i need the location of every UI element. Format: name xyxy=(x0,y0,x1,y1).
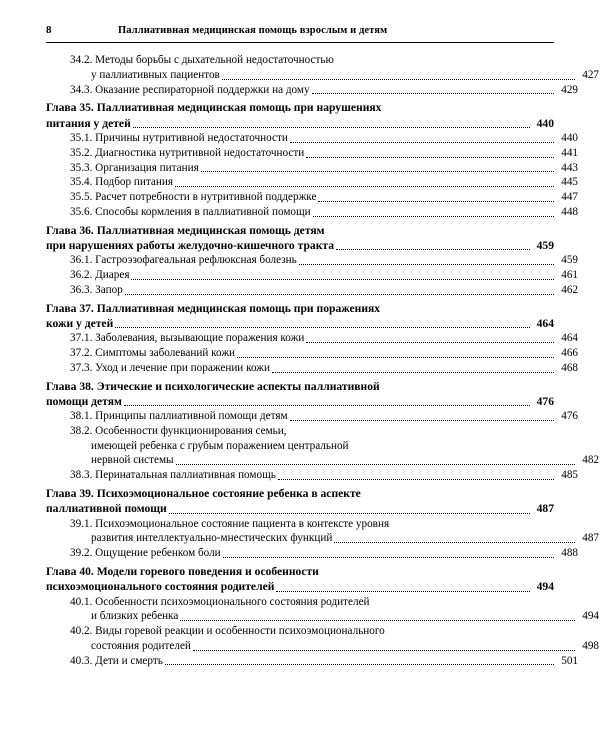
toc-entry-page-number: 459 xyxy=(561,254,578,267)
toc-section-entry[interactable] xyxy=(70,331,578,346)
toc-leader-dots xyxy=(313,215,554,217)
toc-entry-page-number: 427 xyxy=(582,68,599,81)
toc-chapter-entry[interactable] xyxy=(46,579,554,594)
toc-leader-dots xyxy=(372,605,554,606)
toc-chapter-entry[interactable] xyxy=(46,501,554,516)
toc-leader-dots xyxy=(306,156,554,158)
toc-leader-dots xyxy=(175,185,554,187)
toc-entry-label: 37.2. Симптомы заболеваний кожи xyxy=(70,346,236,359)
toc-entry-label: 36.2. Диарея xyxy=(70,269,130,281)
toc-leader-dots xyxy=(193,649,575,651)
toc-section-entry[interactable] xyxy=(70,409,578,424)
toc-entry-page-number: 487 xyxy=(536,502,554,516)
toc-leader-dots xyxy=(387,635,554,636)
toc-leader-dots xyxy=(278,478,554,480)
toc-leader-dots xyxy=(351,449,575,450)
toc-entry-page-number: 440 xyxy=(536,116,554,130)
toc-entry-page-number: 459 xyxy=(536,238,554,252)
toc-leader-dots xyxy=(382,390,530,391)
toc-leader-dots xyxy=(336,64,554,65)
toc-chapter-entry[interactable] xyxy=(46,394,554,409)
toc-leader-dots xyxy=(318,200,554,202)
toc-entry-page-number: 482 xyxy=(582,454,599,467)
toc-section-entry[interactable] xyxy=(70,546,578,561)
toc-chapter-entry[interactable] xyxy=(46,223,554,238)
toc-leader-dots xyxy=(312,92,554,94)
toc-entry-label: 40.2. Виды горевой реакции и особенности психоэмоционального xyxy=(70,625,385,638)
toc-chapter-entry[interactable] xyxy=(46,486,554,501)
toc-entry-label: 40.3. Дети и смерть xyxy=(70,654,163,667)
toc-chapter-entry[interactable] xyxy=(46,238,554,253)
toc-chapter-entry[interactable] xyxy=(46,100,554,115)
toc-entry-page-number: 476 xyxy=(561,410,578,423)
toc-entry-label: 40.1. Особенности психоэмоционального состояния родителей xyxy=(70,595,370,608)
toc-section-entry[interactable] xyxy=(70,161,578,176)
toc-entry-page-number: 494 xyxy=(536,580,554,594)
toc-entry-label: психоэмоционального состояния родителей xyxy=(46,580,275,594)
toc-entry-label: развития интеллектуально-мнестических функций xyxy=(91,532,333,545)
toc-leader-dots xyxy=(391,527,554,528)
toc-entry-label: Глава 39. Психоэмоциональное состояние ребенка в аспекте xyxy=(46,487,361,500)
toc-chapter-entry[interactable] xyxy=(46,301,554,316)
toc-entry-label: 36.1. Гастроэзофагеальная рефлюксная болезнь xyxy=(70,254,297,267)
toc-section-entry[interactable] xyxy=(91,639,599,654)
toc-section-entry[interactable] xyxy=(70,253,578,268)
toc-leader-dots xyxy=(223,556,554,558)
toc-section-entry[interactable] xyxy=(70,283,578,298)
toc-entry-label: и близких ребенка xyxy=(91,610,179,623)
toc-entry-label: помощи детям xyxy=(46,394,122,408)
page-folio: 8 xyxy=(46,24,52,36)
toc-entry-page-number: 440 xyxy=(561,131,578,144)
toc-leader-dots xyxy=(201,170,554,172)
toc-leader-dots xyxy=(321,575,530,576)
toc-entry-label: паллиативной помощи xyxy=(46,502,167,516)
toc-entry-label: 37.3. Уход и лечение при поражении кожи xyxy=(70,361,270,374)
toc-section-entry[interactable] xyxy=(70,361,578,376)
toc-entry-label: 38.1. Принципы паллиативной помощи детям xyxy=(70,410,288,423)
toc-entry-label: состояния родителей xyxy=(91,639,191,652)
toc-entry-label: 38.3. Перинатальная паллиативная помощь xyxy=(70,469,276,482)
toc-entry-label: 39.1. Психоэмоциональное состояние пациента в контексте уровня xyxy=(70,517,390,530)
toc-entry-label: кожи у детей xyxy=(46,316,114,330)
toc-entry-label: Глава 37. Паллиативная медицинская помощь при поражениях xyxy=(46,301,381,315)
toc-entry-label: Глава 38. Этические и психологические аспекты паллиативной xyxy=(46,379,380,393)
toc-entry-label: 37.1. Заболевания, вызывающие поражения кожи xyxy=(70,332,305,345)
toc-entry-page-number: 498 xyxy=(582,639,599,652)
toc-section-entry[interactable] xyxy=(70,424,578,439)
toc-section-entry[interactable] xyxy=(70,53,578,68)
toc-entry-page-number: 485 xyxy=(561,469,578,482)
toc-entry-label: у паллиативных пациентов xyxy=(91,68,220,81)
toc-entry-page-number: 494 xyxy=(582,610,599,623)
toc-section-entry[interactable] xyxy=(70,175,578,190)
toc-section-entry[interactable] xyxy=(70,190,578,205)
toc-entry-page-number: 464 xyxy=(561,332,578,345)
toc-leader-dots xyxy=(334,541,575,543)
toc-entry-page-number: 468 xyxy=(561,361,578,374)
toc-section-entry[interactable] xyxy=(70,595,578,610)
toc-section-entry[interactable] xyxy=(70,624,578,639)
toc-entry-label: 36.3. Запор xyxy=(70,283,123,296)
toc-section-entry[interactable] xyxy=(70,205,578,220)
toc-leader-dots xyxy=(382,312,530,313)
toc-entry-page-number: 448 xyxy=(561,205,578,218)
toc-entry-page-number: 445 xyxy=(561,176,578,189)
toc-leader-dots xyxy=(306,341,554,343)
toc-section-entry[interactable] xyxy=(70,146,578,161)
toc-leader-dots xyxy=(290,141,554,143)
toc-section-entry[interactable] xyxy=(70,468,578,483)
toc-leader-dots xyxy=(222,78,575,80)
toc-leader-dots xyxy=(289,435,554,436)
toc-entry-label: Глава 36. Паллиативная медицинская помощь детям xyxy=(46,223,325,237)
toc-section-entry[interactable] xyxy=(70,131,578,146)
toc-leader-dots xyxy=(180,619,575,621)
toc-leader-dots xyxy=(125,293,554,295)
toc-leader-dots xyxy=(336,248,530,250)
toc-entry-label: имеющей ребенка с грубым поражением центральной xyxy=(91,439,349,452)
toc-entry-page-number: 476 xyxy=(536,394,554,408)
toc-chapter-entry[interactable] xyxy=(46,116,554,131)
toc-entry-page-number: 443 xyxy=(561,161,578,174)
toc-entry-page-number: 487 xyxy=(582,532,599,545)
toc-leader-dots xyxy=(383,112,530,113)
running-title: Паллиативная медицинская помощь взрослым и детям xyxy=(118,25,388,36)
toc-entry-page-number: 464 xyxy=(536,316,554,330)
toc-section-entry[interactable] xyxy=(91,439,599,454)
toc-section-entry[interactable] xyxy=(91,68,599,83)
toc-section-entry[interactable] xyxy=(70,83,578,98)
toc-entry-label: Глава 35. Паллиативная медицинская помощь при нарушениях xyxy=(46,101,382,115)
toc-chapter-entry[interactable] xyxy=(46,564,554,579)
toc-section-entry[interactable] xyxy=(91,453,599,468)
toc-section-entry[interactable] xyxy=(70,346,578,361)
toc-leader-dots xyxy=(131,278,554,280)
toc-entry-label: при нарушениях работы желудочно-кишечного тракта xyxy=(46,238,335,252)
toc-entry-label: 34.3. Оказание респираторной поддержки на дому xyxy=(70,83,310,96)
toc-leader-dots xyxy=(272,371,554,373)
toc-entry-label: Глава 40. Модели горевого поведения и особенности xyxy=(46,564,319,578)
toc-leader-dots xyxy=(327,234,530,235)
toc-entry-page-number: 488 xyxy=(561,547,578,560)
toc-section-entry[interactable] xyxy=(70,268,578,283)
table-of-contents xyxy=(46,53,599,668)
toc-leader-dots xyxy=(290,419,554,421)
toc-entry-label: 38.2. Особенности функционирования семьи, xyxy=(70,424,287,437)
toc-leader-dots xyxy=(165,663,554,665)
toc-entry-label: 34.2. Методы борьбы с дыхательной недостаточностью xyxy=(70,54,334,66)
toc-chapter-entry[interactable] xyxy=(46,316,554,331)
toc-section-entry[interactable] xyxy=(70,517,578,532)
toc-leader-dots xyxy=(169,512,530,514)
toc-entry-label: 35.2. Диагностика нутритивной недостаточности xyxy=(70,146,305,159)
toc-leader-dots xyxy=(276,590,530,592)
toc-entry-label: питания у детей xyxy=(46,116,131,130)
toc-entry-page-number: 461 xyxy=(561,269,578,281)
toc-entry-label: 35.5. Расчет потребности в нутритивной поддержке xyxy=(70,191,317,204)
toc-entry-label: 35.6. Способы кормления в паллиативной помощи xyxy=(70,205,311,218)
toc-leader-dots xyxy=(237,356,554,358)
toc-entry-page-number: 462 xyxy=(561,283,578,296)
toc-leader-dots xyxy=(363,497,530,498)
toc-entry-page-number: 447 xyxy=(561,191,578,204)
toc-leader-dots xyxy=(133,126,530,128)
toc-entry-label: 35.1. Причины нутритивной недостаточности xyxy=(70,131,288,144)
toc-section-entry[interactable] xyxy=(70,654,578,669)
toc-entry-page-number: 441 xyxy=(561,146,578,159)
toc-entry-label: нервной системы xyxy=(91,454,174,467)
toc-entry-page-number: 429 xyxy=(561,83,578,96)
toc-entry-page-number: 501 xyxy=(561,654,578,667)
toc-leader-dots xyxy=(115,326,530,328)
toc-entry-label: 39.2. Ощущение ребенком боли xyxy=(70,547,221,560)
toc-section-entry[interactable] xyxy=(91,531,599,546)
toc-chapter-entry[interactable] xyxy=(46,379,554,394)
header-rule xyxy=(46,42,554,43)
toc-entry-label: 35.4. Подбор питания xyxy=(70,176,173,189)
running-head xyxy=(46,24,554,40)
toc-entry-page-number: 466 xyxy=(561,346,578,359)
toc-leader-dots xyxy=(124,404,530,406)
toc-section-entry[interactable] xyxy=(91,609,599,624)
toc-leader-dots xyxy=(299,263,554,265)
toc-leader-dots xyxy=(176,463,575,465)
toc-entry-label: 35.3. Организация питания xyxy=(70,161,199,174)
